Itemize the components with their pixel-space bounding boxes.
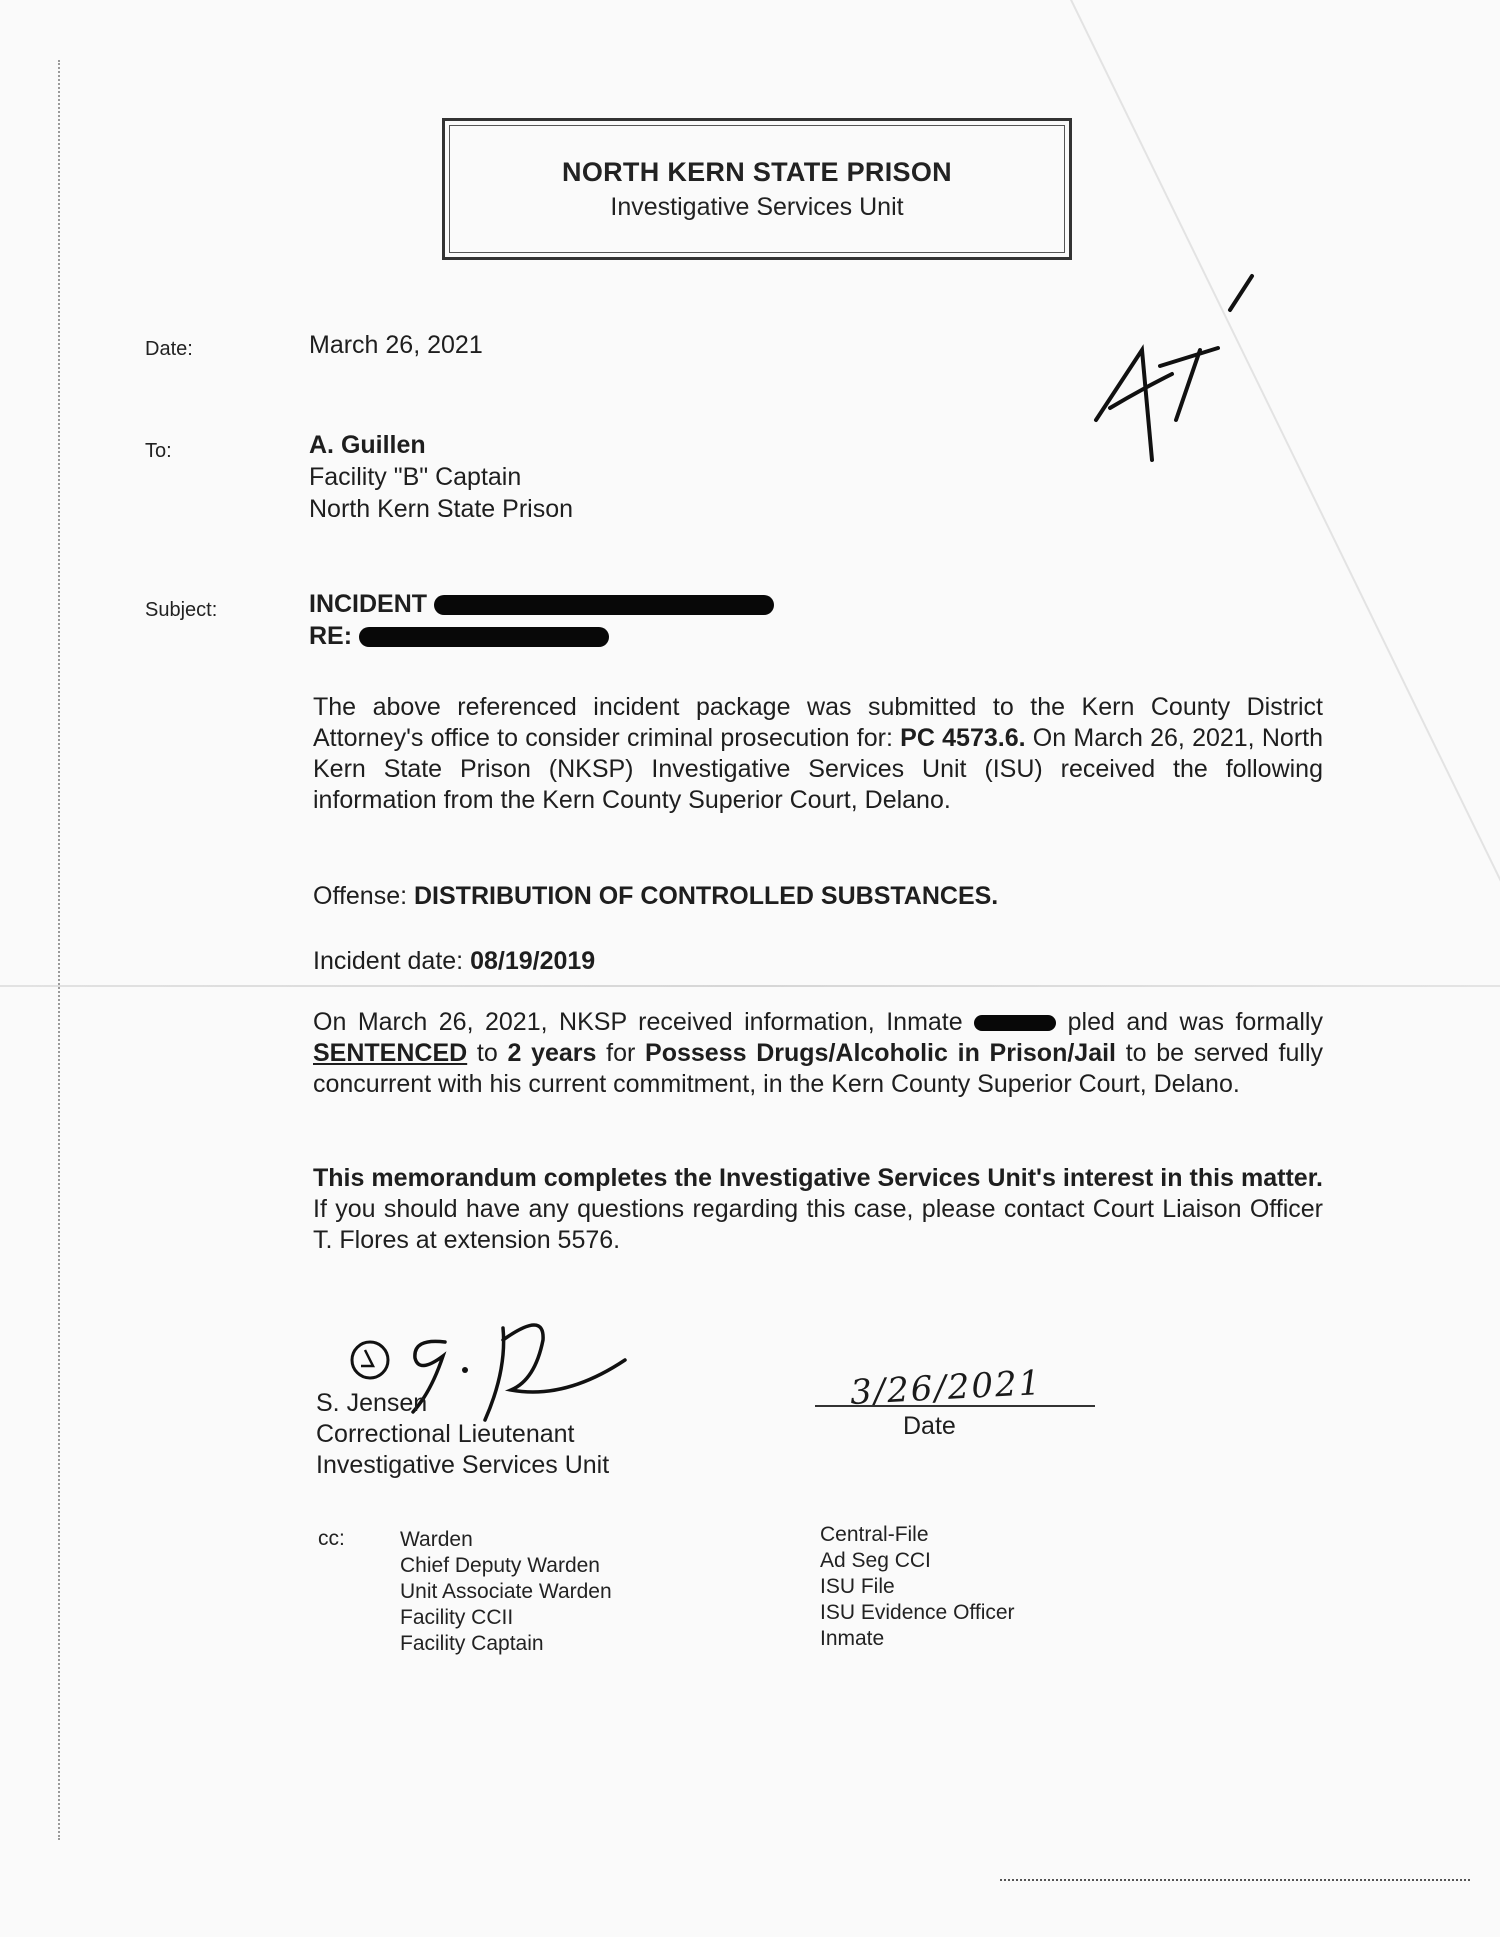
cc-item: Facility CCII	[400, 1606, 514, 1629]
bottom-edge-scan-artifact	[1000, 1879, 1470, 1881]
cc-item: Chief Deputy Warden	[400, 1554, 600, 1577]
paragraph-referral: The above referenced incident package was submitted to the Kern County District Attorney's office to consider criminal prosecution for: PC 4573.6. On March 26, 2021, North Kern State Prison (NKSP) Investigative Services Unit (ISU) received the following information from the Kern County Superior Court, Delano.	[313, 693, 1324, 814]
cc-item: Central-File	[820, 1523, 929, 1546]
subject-re-label: RE:	[309, 622, 353, 650]
cc-item: Warden	[400, 1528, 473, 1551]
incident-date-line: Incident date: 08/19/2019	[313, 947, 596, 975]
offense-line: Offense: DISTRIBUTION OF CONTROLLED SUBSTANCES.	[313, 882, 999, 910]
recipient-title: Facility "B" Captain	[309, 463, 522, 491]
signer-title: Correctional Lieutenant	[316, 1420, 575, 1448]
letterhead-title: NORTH KERN STATE PRISON	[562, 157, 952, 187]
recipient-name: A. Guillen	[309, 431, 426, 459]
subject-re	[309, 622, 609, 651]
date-label: Date:	[145, 338, 193, 360]
handwritten-annotation-mark	[1080, 270, 1260, 470]
cc-list-left	[400, 1527, 612, 1657]
date-signature-line	[815, 1405, 1095, 1407]
charge-description: Possess Drugs/Alcoholic in Prison/Jail	[645, 1039, 1116, 1067]
paragraph-closing: This memorandum completes the Investigative Services Unit's interest in this matter. If you should have any questions regarding this case, please contact Court Liaison Officer T. Flores at extension 5576.	[313, 1164, 1323, 1254]
handwritten-date: 3/26/2021	[849, 1362, 1044, 1414]
cc-item: ISU Evidence Officer	[820, 1601, 1015, 1624]
left-edge-scan-artifact	[58, 60, 60, 1840]
paragraph-sentence: On March 26, 2021, NKSP received information, Inmate pled and was formally SENTENCED to 2 years for Possess Drugs/Alcoholic in Prison/Jail to be served fully concurrent with his current commitment, in the Kern County Superior Court, Delano.	[313, 1008, 1323, 1098]
cc-item: Inmate	[820, 1627, 885, 1650]
letterhead-subtitle: Investigative Services Unit	[610, 193, 904, 221]
date-caption: Date	[903, 1412, 956, 1440]
signer-block	[316, 1388, 609, 1481]
cc-label: cc:	[318, 1527, 345, 1550]
letterhead-box	[442, 118, 1072, 260]
cc-item: Unit Associate Warden	[400, 1580, 612, 1603]
subject-incident	[309, 590, 774, 619]
memo-date: March 26, 2021	[309, 331, 483, 359]
redacted-inmate-name-inline	[974, 1015, 1056, 1031]
offense-value: DISTRIBUTION OF CONTROLLED SUBSTANCES.	[414, 882, 999, 910]
cc-item: Ad Seg CCI	[820, 1549, 931, 1572]
paper-crease	[1070, 0, 1500, 1348]
redacted-incident-number	[434, 595, 774, 615]
paper-fold-line	[0, 985, 1500, 987]
penal-code: PC 4573.6.	[900, 724, 1026, 752]
cc-item: ISU File	[820, 1575, 895, 1598]
cc-list-right	[820, 1522, 1015, 1652]
signer-name: S. Jensen	[316, 1389, 428, 1417]
incident-date-value: 08/19/2019	[470, 947, 596, 975]
redacted-inmate-name	[359, 627, 609, 647]
subject-label: Subject:	[145, 599, 218, 621]
subject-incident-label: INCIDENT	[309, 590, 428, 618]
cc-item: Facility Captain	[400, 1632, 544, 1655]
sentenced-word: SENTENCED	[313, 1039, 468, 1067]
to-label: To:	[145, 440, 172, 462]
recipient-organization: North Kern State Prison	[309, 495, 574, 523]
signer-unit: Investigative Services Unit	[316, 1451, 610, 1479]
